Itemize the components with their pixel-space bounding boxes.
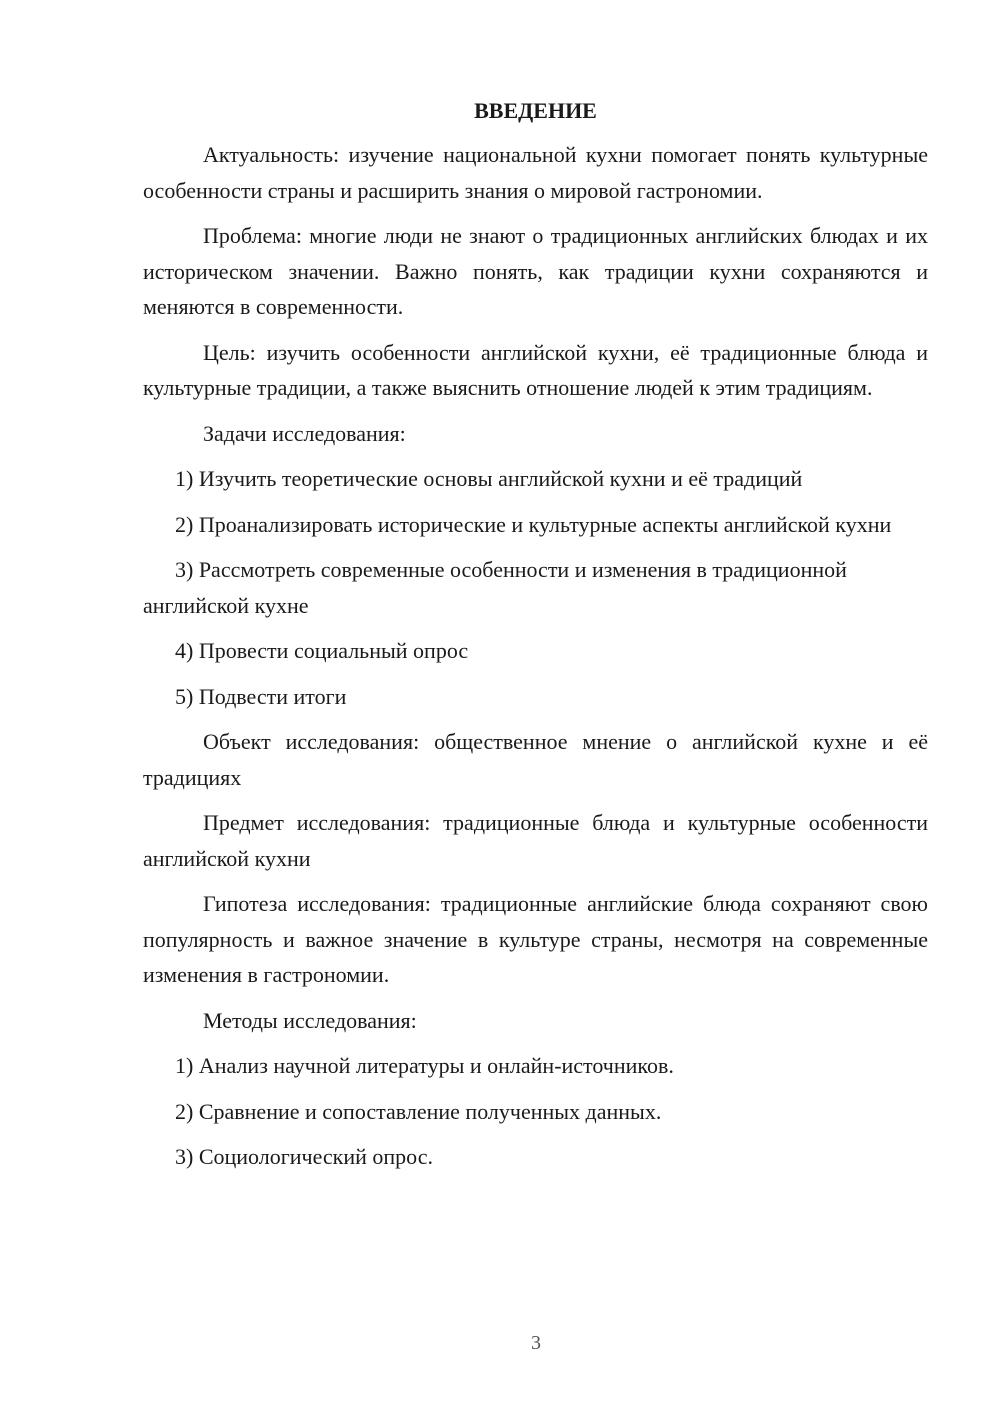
object-paragraph: Объект исследования: общественное мнение о английской кухне и её традициях [143, 729, 928, 790]
relevance-paragraph: Актуальность: изучение национальной кухни помогает понять культурные особенности страны и расширить знания о мировой гастрономии. [143, 142, 928, 203]
task-item: 3) Рассмотреть современные особенности и изменения в традиционной английской кухне [143, 557, 847, 618]
goal-paragraph: Цель: изучить особенности английской кухни, её традиционные блюда и культурные традиции, а также выяснить отношение людей к этим традициям. [143, 339, 928, 400]
method-item: 1) Анализ научной литературы и онлайн-источников. [175, 1053, 674, 1078]
page-title: ВВЕДЕНИЕ [474, 98, 597, 123]
tasks-heading: Задачи исследования: [203, 420, 406, 446]
page-content [143, 95, 928, 1185]
problem-paragraph: Проблема: многие люди не знают о традиционных английских блюдах и их историческом значении. Важно понять, как традиции кухни сохраняются и меняются в современности. [143, 223, 928, 319]
task-item: 4) Провести социальный опрос [175, 638, 469, 663]
task-item: 2) Проанализировать исторические и культурные аспекты английской кухни [175, 511, 892, 537]
methods-heading: Методы исследования: [203, 1007, 417, 1033]
hypothesis-paragraph: Гипотеза исследования: традиционные английские блюда сохраняют свою популярность и важное значение в культуре страны, несмотря на современные изменения в гастрономии. [143, 891, 928, 987]
subject-paragraph: Предмет исследования: традиционные блюда и культурные особенности английской кухни [143, 810, 928, 871]
task-item: 1) Изучить теоретические основы английской кухни и её традиций [175, 466, 803, 491]
task-item: 5) Подвести итоги [175, 683, 347, 709]
page-number: 3 [531, 1332, 541, 1354]
method-item: 3) Социологический опрос. [175, 1144, 433, 1169]
method-item: 2) Сравнение и сопоставление полученных данных. [175, 1098, 662, 1124]
